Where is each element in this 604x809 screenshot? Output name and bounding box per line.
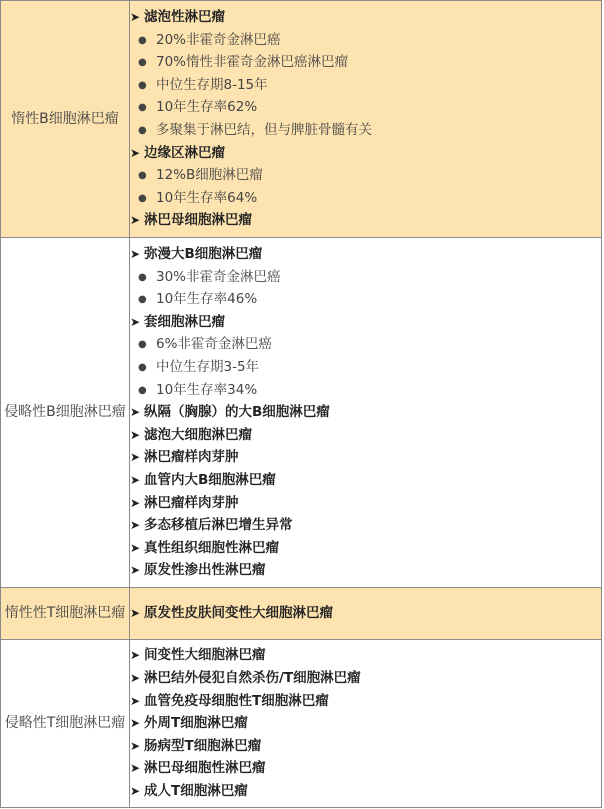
table-row xyxy=(1,640,602,808)
table-row xyxy=(1,238,602,588)
dot-bullet-icon: ● xyxy=(138,79,147,91)
fact-text: 6%非霍奇金淋巴癌 xyxy=(156,336,272,353)
category-label: 侵略性B细胞淋巴瘤 xyxy=(1,238,130,588)
arrow-bullet-icon: ➤ xyxy=(130,145,141,160)
list-item xyxy=(130,119,601,142)
list-item xyxy=(130,379,601,402)
fact-text: 10年生存率34% xyxy=(156,381,258,398)
dot-bullet-icon: ● xyxy=(138,170,147,182)
subtype-title: 弥漫大B细胞淋巴瘤 xyxy=(144,246,263,263)
subtype-heading xyxy=(130,602,601,625)
arrow-bullet-icon: ➤ xyxy=(130,738,141,753)
subtype-heading xyxy=(130,712,601,735)
list-item xyxy=(130,333,601,356)
subtype-title: 淋巴母细胞性淋巴瘤 xyxy=(144,760,266,777)
subtype-title: 多态移植后淋巴增生异常 xyxy=(144,517,293,534)
subtype-title: 淋巴结外侵犯自然杀伤/T细胞淋巴瘤 xyxy=(144,670,361,687)
fact-text: 10年生存率46% xyxy=(156,291,258,308)
fact-text: 10年生存率64% xyxy=(156,189,258,206)
subtype-heading xyxy=(130,514,601,537)
dot-bullet-icon: ● xyxy=(138,125,147,136)
arrow-bullet-icon: ➤ xyxy=(130,563,141,578)
arrow-bullet-icon: ➤ xyxy=(130,495,141,510)
dot-bullet-icon: ● xyxy=(138,271,147,283)
fact-text: 12%B细胞淋巴瘤 xyxy=(156,167,263,184)
arrow-bullet-icon: ➤ xyxy=(130,761,141,776)
arrow-bullet-icon: ➤ xyxy=(130,693,141,708)
subtype-title: 淋巴瘤样肉芽肿 xyxy=(144,449,239,466)
subtype-heading xyxy=(130,243,601,266)
subtype-heading xyxy=(130,559,601,582)
subtype-heading xyxy=(130,142,601,165)
dot-bullet-icon: ● xyxy=(138,192,147,204)
arrow-bullet-icon: ➤ xyxy=(130,450,141,465)
subtype-title: 淋巴瘤样肉芽肿 xyxy=(144,494,239,511)
arrow-bullet-icon: ➤ xyxy=(130,716,141,731)
arrow-bullet-icon: ➤ xyxy=(130,518,141,533)
subtype-facts-list xyxy=(130,333,601,401)
dot-bullet-icon: ● xyxy=(138,294,147,306)
subtype-title: 血管免疫母细胞性T细胞淋巴瘤 xyxy=(144,692,329,709)
subtype-heading xyxy=(130,735,601,758)
subtype-title: 边缘区淋巴瘤 xyxy=(144,144,225,161)
subtype-title: 间变性大细胞淋巴瘤 xyxy=(144,647,266,664)
arrow-bullet-icon: ➤ xyxy=(130,472,141,487)
arrow-bullet-icon: ➤ xyxy=(130,10,141,25)
arrow-bullet-icon: ➤ xyxy=(130,540,141,555)
fact-text: 多聚集于淋巴结，但与脾脏骨髓有关 xyxy=(156,122,372,138)
fact-text: 30%非霍奇金淋巴癌 xyxy=(156,268,281,285)
subtype-title: 套细胞淋巴瘤 xyxy=(144,313,225,330)
fact-text: 中位生存期3-5年 xyxy=(156,359,260,376)
list-item xyxy=(130,266,601,289)
list-item xyxy=(130,29,601,52)
subtype-title: 纵隔（胸腺）的大B细胞淋巴瘤 xyxy=(144,404,330,421)
list-item xyxy=(130,96,601,119)
list-item xyxy=(130,164,601,187)
list-item xyxy=(130,187,601,210)
arrow-bullet-icon: ➤ xyxy=(130,671,141,686)
list-item xyxy=(130,356,601,379)
fact-text: 中位生存期8-15年 xyxy=(156,76,268,93)
list-item xyxy=(130,51,601,74)
subtype-title: 肠病型T细胞淋巴瘤 xyxy=(144,737,262,754)
dot-bullet-icon: ● xyxy=(138,339,147,351)
category-label: 侵略性T细胞淋巴瘤 xyxy=(1,640,130,808)
subtype-heading xyxy=(130,6,601,29)
subtype-heading xyxy=(130,757,601,780)
dot-bullet-icon: ● xyxy=(138,362,147,374)
subtype-facts-list xyxy=(130,29,601,142)
subtype-title: 原发性皮肤间变性大细胞淋巴瘤 xyxy=(144,605,333,622)
category-label: 惰性B细胞淋巴瘤 xyxy=(1,1,130,238)
arrow-bullet-icon: ➤ xyxy=(130,314,141,329)
subtype-heading xyxy=(130,401,601,424)
table-row xyxy=(1,1,602,238)
arrow-bullet-icon: ➤ xyxy=(130,648,141,663)
dot-bullet-icon: ● xyxy=(138,102,147,114)
subtype-heading xyxy=(130,469,601,492)
table-row xyxy=(1,588,602,640)
category-content xyxy=(130,1,602,238)
dot-bullet-icon: ● xyxy=(138,34,147,46)
arrow-bullet-icon: ➤ xyxy=(130,606,141,621)
subtype-title: 滤泡性淋巴瘤 xyxy=(144,9,225,26)
arrow-bullet-icon: ➤ xyxy=(130,783,141,798)
category-content xyxy=(130,238,602,588)
subtype-title: 淋巴母细胞淋巴瘤 xyxy=(144,212,252,229)
category-content xyxy=(130,588,602,640)
arrow-bullet-icon: ➤ xyxy=(130,247,141,262)
arrow-bullet-icon: ➤ xyxy=(130,213,141,228)
subtype-heading xyxy=(130,446,601,469)
subtype-heading xyxy=(130,780,601,803)
dot-bullet-icon: ● xyxy=(138,57,147,69)
subtype-title: 原发性渗出性淋巴瘤 xyxy=(144,562,266,579)
subtype-title: 外周T细胞淋巴瘤 xyxy=(144,715,248,732)
list-item xyxy=(130,74,601,97)
subtype-heading xyxy=(130,690,601,713)
subtype-heading xyxy=(130,311,601,334)
arrow-bullet-icon: ➤ xyxy=(130,427,141,442)
subtype-heading xyxy=(130,644,601,667)
subtype-title: 血管内大B细胞淋巴瘤 xyxy=(144,471,276,488)
category-label: 惰性性T细胞淋巴瘤 xyxy=(1,588,130,640)
subtype-heading xyxy=(130,209,601,232)
dot-bullet-icon: ● xyxy=(138,384,147,396)
subtype-facts-list xyxy=(130,266,601,311)
subtype-title: 滤泡大细胞淋巴瘤 xyxy=(144,426,252,443)
list-item xyxy=(130,288,601,311)
subtype-title: 真性组织细胞性淋巴瘤 xyxy=(144,539,279,556)
fact-text: 20%非霍奇金淋巴癌 xyxy=(156,31,281,48)
subtype-heading xyxy=(130,667,601,690)
subtype-heading xyxy=(130,537,601,560)
category-content xyxy=(130,640,602,808)
subtype-title: 成人T细胞淋巴瘤 xyxy=(144,782,248,799)
subtype-facts-list xyxy=(130,164,601,209)
fact-text: 70%惰性非霍奇金淋巴癌淋巴瘤 xyxy=(156,54,349,71)
subtype-heading xyxy=(130,424,601,447)
arrow-bullet-icon: ➤ xyxy=(130,405,141,420)
subtype-heading xyxy=(130,492,601,515)
fact-text: 10年生存率62% xyxy=(156,99,258,116)
